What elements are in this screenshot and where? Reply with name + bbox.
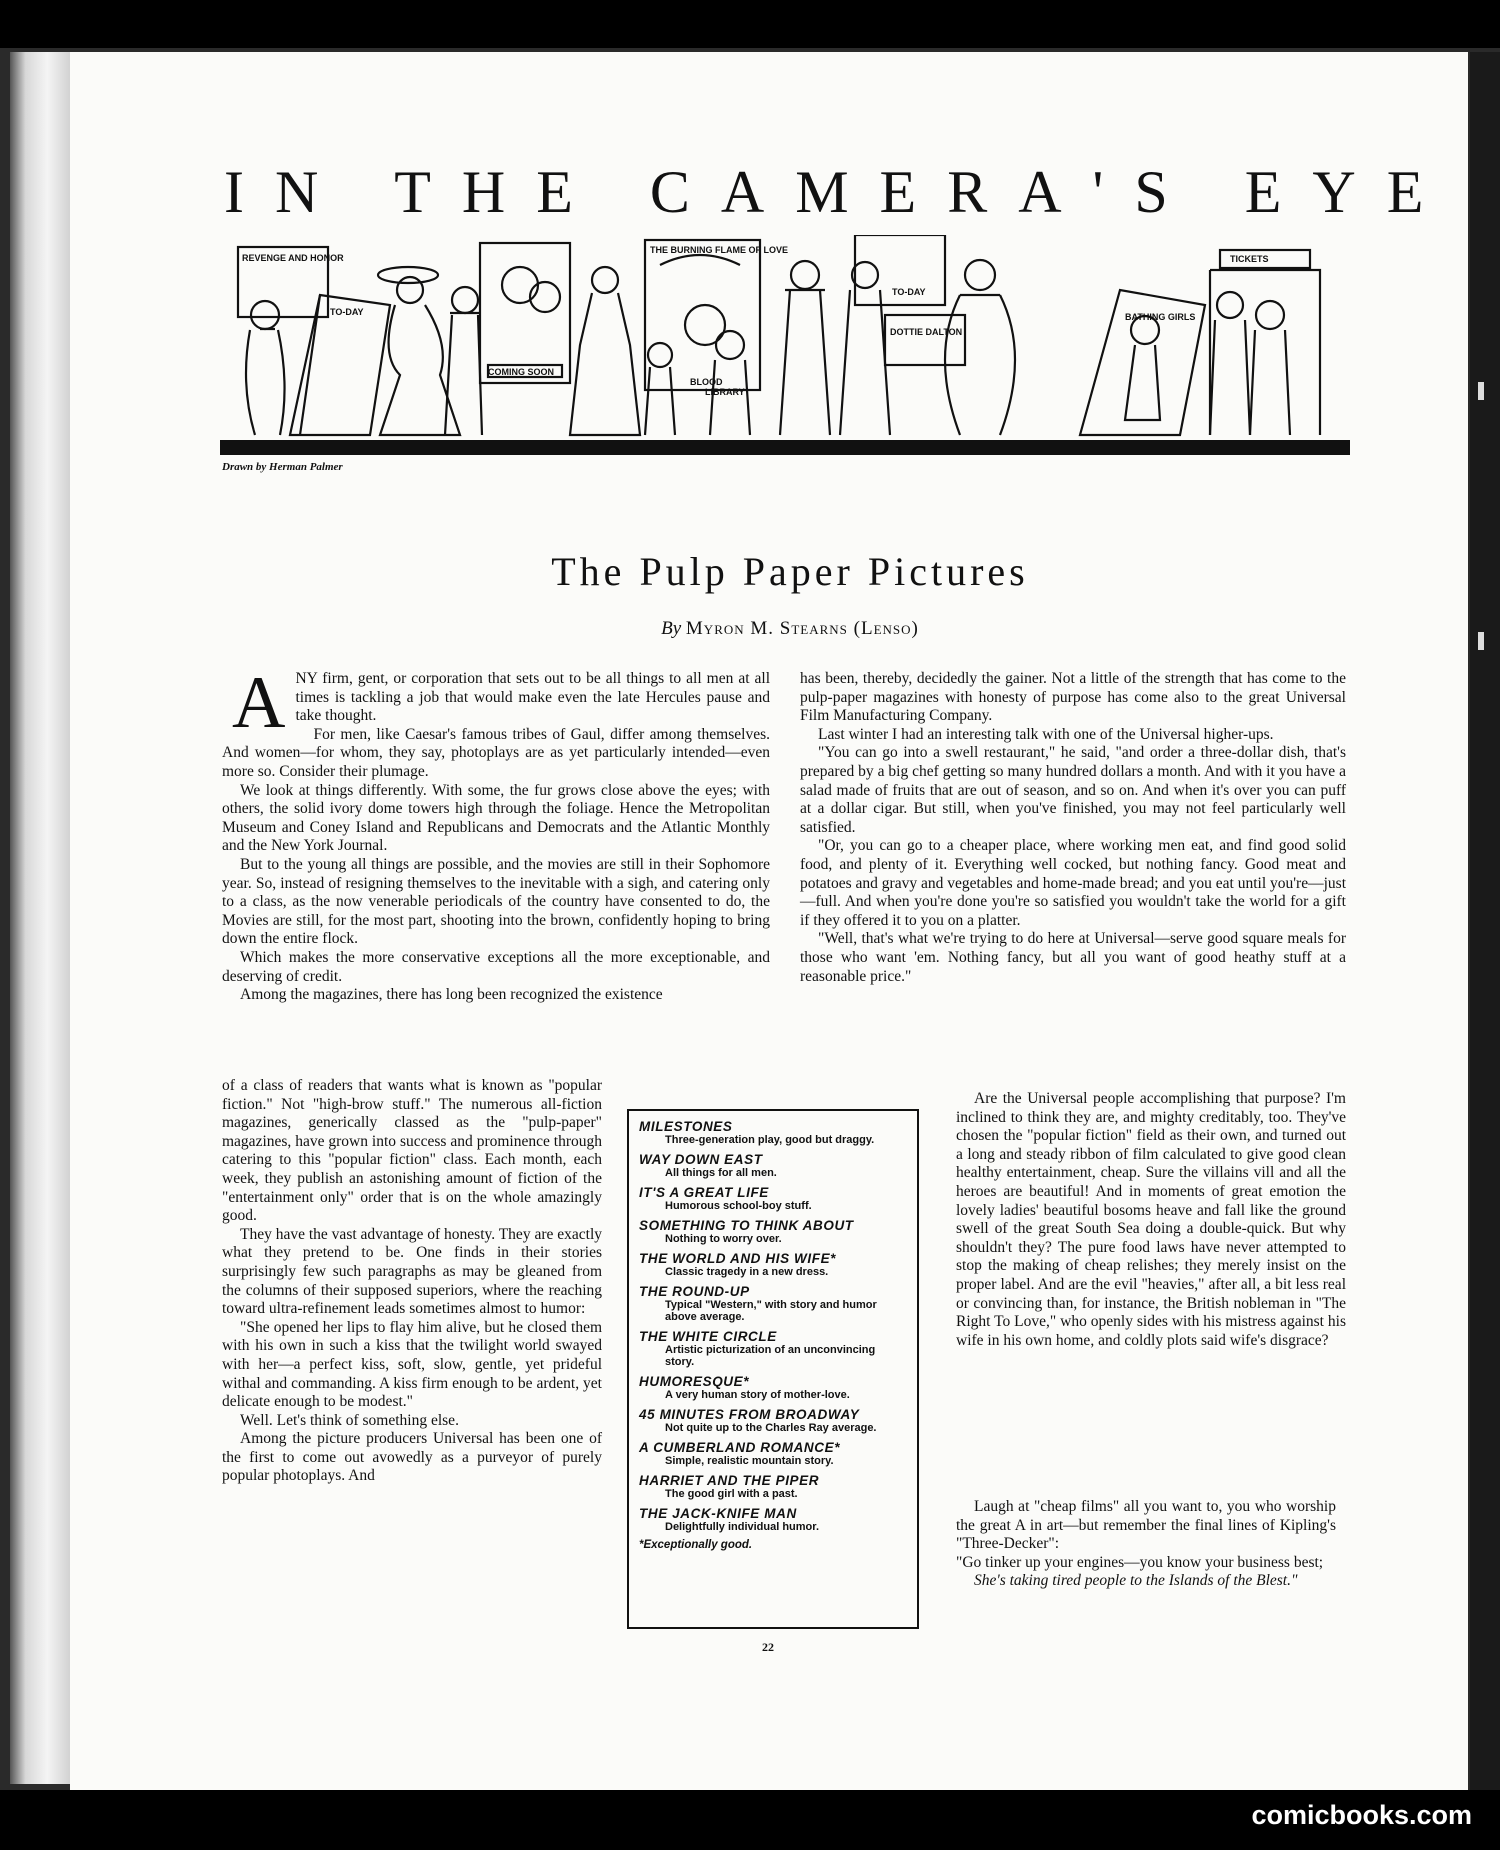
paragraph: Laugh at "cheap films" all you want to, you who worship the great A in art—but remember the final lines of Kipling's "Three-Decker": [956, 1498, 1336, 1553]
paragraph: ANY firm, gent, or corporation that sets out to be all things to all men at all times is tackling a job that would make even the late Hercules pause and take thought. [232, 662, 770, 744]
paragraph: But to the young all things are possible, and the movies are still in their Sophomore year. So, instead of resigning themselves to the inevitable with a sigh, and catering only to a class, as the now venerable periodicals of the country have consented to do, the Movies are still, for the most part, shooting into the brown, confidently hoping to bring down the entire flock. [222, 855, 770, 948]
film-title: THE WORLD AND HIS WIFE* [639, 1251, 837, 1266]
poster-text: TO-DAY [892, 287, 926, 297]
film-description: Typical "Western," with story and humor above average. [665, 1299, 877, 1323]
section-headline: IN THE CAMERA'S EYE [224, 159, 1455, 225]
film-description: Delightfully individual humor. [665, 1521, 820, 1533]
film-entry [639, 1506, 907, 1533]
verse-line: "Go tinker up your engines—you know your business best; [956, 1553, 1324, 1571]
page-binding [10, 52, 72, 1784]
paragraph: of a class of readers that wants what is known as "popular fiction." Not "high-brow stuff." The numerous all-fiction magazines, generically classed as the "pulp-paper" magazines, have grown into success and prominence through catering to this "popular fiction" class. Each month, each week, they publish an astonishing amount of fiction of the "entertainment only" order that is on the whole amazingly good. [222, 1077, 602, 1225]
next-page-edge [1470, 52, 1500, 1790]
drop-cap: A [232, 662, 286, 744]
illustration-credit: Drawn by Herman Palmer [222, 461, 343, 473]
poster-text: COMING SOON [488, 367, 555, 377]
sidebar-footnote: *Exceptionally good. [639, 1539, 753, 1551]
paragraph: Among the magazines, there has long been recognized the existence [240, 986, 663, 1004]
film-review-sidebar [627, 1109, 919, 1629]
film-title: A CUMBERLAND ROMANCE* [639, 1440, 841, 1455]
column-right-upper [800, 670, 1346, 986]
column-left-lower [222, 1077, 602, 1486]
poster-text: DOTTIE DALTON [890, 327, 963, 337]
film-entry [639, 1407, 907, 1434]
paragraph: Which makes the more conservative exceptions all the more exceptionable, and deserving of credit. [222, 948, 770, 985]
quote-paragraph: "She opened her lips to flay him alive, but he closed them with his own in such a kiss that the twilight world swayed with her—a perfect kiss, soft, slow, gentle, yet prideful withal and commanding. A kiss firm enough to be ardent, yet delicate enough to be modest." [222, 1318, 602, 1411]
film-title: MILESTONES [639, 1119, 733, 1134]
byline-author: Myron M. Stearns (Lenso) [685, 618, 919, 639]
film-description: Humorous school-boy stuff. [665, 1200, 812, 1212]
film-title: WAY DOWN EAST [639, 1152, 763, 1167]
paragraph: Are the Universal people accomplishing that purpose? I'm inclined to think they are, and mighty creditably, too. They've chosen the "popular fiction" field as their own, and turned out a long and steady ribbon of film calculated to give good clean healthy entertainment, cheap. Sure the villains vill and all the heroes are beautiful! And in moments of great emotion the lovely ladies' beautiful bosoms heave and fall like the ground swell of the great South Sea doing a double-quick. But why shouldn't they? The pure food laws have never attempted to stop the making of cheap relishes; they merely insist on the proper label. And are the evil "heavies," after all, a bit less real or convincing than, for instance, the British nobleman in "The Right To Love," who openly sides with his mistress against his wife in his own home, and coldly plots said wife's disgrace? [956, 1090, 1346, 1349]
film-entry [639, 1251, 907, 1278]
poster-text: LIBRARY [705, 387, 745, 397]
film-title: HUMORESQUE* [639, 1374, 750, 1389]
page-number: 22 [762, 1640, 774, 1654]
paragraph: They have the vast advantage of honesty. They are exactly what they pretend to be. One finds in their stories surprisingly few such paragraphs as may be gleaned from the columns of their supposed superiors, where the reaching toward ultra-refinement leads sometimes almost to humor: [222, 1225, 602, 1318]
film-description: Three-generation play, good but draggy. [665, 1134, 875, 1146]
paragraph: "You can go into a swell restaurant," he said, "and order a three-dollar dish, that's prepared by a big chef getting so many hundred dollars a month. And with it you have a salad made of fruits that are out of season, and so on. And when it's over you can puff at a dollar cigar. But still, when you've finished, you may not feel particularly well satisfied. [800, 744, 1346, 836]
column-left-upper [222, 662, 770, 1005]
byline-prefix: By [661, 618, 682, 639]
paragraph: "Or, you can go to a cheaper place, where working men eat, and find good solid food, and plenty of it. Everything well cocked, but nothing fancy. Good meat and potatoes and gravy and vegetables and home-made bread; and you eat until you're—just—full. And when you're done you're so satisfied you wouldn't take the world for a gift if they offered it to you on a platter. [800, 837, 1346, 929]
film-description: Artistic picturization of an unconvincing story. [665, 1344, 876, 1368]
film-title: THE WHITE CIRCLE [639, 1329, 777, 1344]
column-right-bottom [956, 1498, 1336, 1591]
poster-text: TO-DAY [330, 307, 364, 317]
film-title: THE ROUND-UP [639, 1284, 750, 1299]
page-edge-mark [1478, 382, 1484, 400]
poster-text: TICKETS [1230, 254, 1269, 264]
film-description: All things for all men. [665, 1167, 777, 1179]
paragraph: For men, like Caesar's famous tribes of Gaul, differ among themselves. And women—for whom, they say, photoplays are as yet particularly intended—even more so. Consider their plumage. [222, 725, 770, 780]
paragraph: We look at things differently. With some, the fur grows close above the eyes; with others, the solid ivory dome towers high through the foliage. Hence the Metropolitan Museum and Coney Island and Republicans and Democrats and the Atlantic Monthly and the New York Journal. [222, 781, 770, 855]
film-entry [639, 1329, 907, 1368]
poster-text: REVENGE AND HONOR [242, 253, 344, 263]
paragraph: Among the picture producers Universal has been one of the first to come out avowedly as a purveyor of purely popular photoplays. And [222, 1430, 602, 1485]
site-watermark: comicbooks.com [1251, 1800, 1472, 1830]
paragraph: "Well, that's what we're trying to do here at Universal—serve good square meals for those who want 'em. Nothing fancy, but all you want of good heathy stuff at a reasonable price." [800, 930, 1346, 985]
verse-line: She's taking tired people to the Islands of the Blest." [974, 1572, 1298, 1590]
film-description: Classic tragedy in a new dress. [665, 1266, 829, 1278]
film-description: Simple, realistic mountain story. [665, 1455, 834, 1467]
film-entry [639, 1473, 907, 1500]
film-entry [639, 1218, 907, 1245]
film-description: Nothing to worry over. [665, 1233, 782, 1245]
film-title: 45 MINUTES FROM BROADWAY [639, 1407, 860, 1422]
poster-text: THE BURNING FLAME OF LOVE [650, 245, 788, 255]
paragraph: has been, thereby, decidedly the gainer. Not a little of the strength that has come to the pulp-paper magazines with honesty of purpose has come also to the great Universal Film Manufacturing Company. [800, 670, 1346, 725]
paragraph: Well. Let's think of something else. [240, 1411, 459, 1429]
film-entry [639, 1152, 907, 1179]
film-entry [639, 1185, 907, 1212]
poster-text: BATHING GIRLS [1125, 312, 1196, 322]
poster-text: BLOOD [690, 377, 723, 387]
film-description: Not quite up to the Charles Ray average. [665, 1422, 877, 1434]
paragraph: Last winter I had an interesting talk with one of the Universal higher-ups. [818, 725, 1274, 743]
film-description: A very human story of mother-love. [665, 1389, 850, 1401]
film-entry [639, 1374, 907, 1401]
film-title: HARRIET AND THE PIPER [639, 1473, 820, 1488]
film-title: THE JACK-KNIFE MAN [639, 1506, 797, 1521]
film-entry [639, 1284, 907, 1323]
film-description: The good girl with a past. [665, 1488, 798, 1500]
page-edge-mark [1478, 632, 1484, 650]
film-entry [639, 1119, 907, 1146]
byline [200, 618, 1380, 640]
film-title: SOMETHING TO THINK ABOUT [639, 1218, 854, 1233]
film-entry [639, 1440, 907, 1467]
article-title: The Pulp Paper Pictures [551, 549, 1029, 594]
column-right-lower [956, 1090, 1346, 1350]
film-title: IT'S A GREAT LIFE [639, 1185, 769, 1200]
cartoon-illustration [220, 235, 1350, 455]
